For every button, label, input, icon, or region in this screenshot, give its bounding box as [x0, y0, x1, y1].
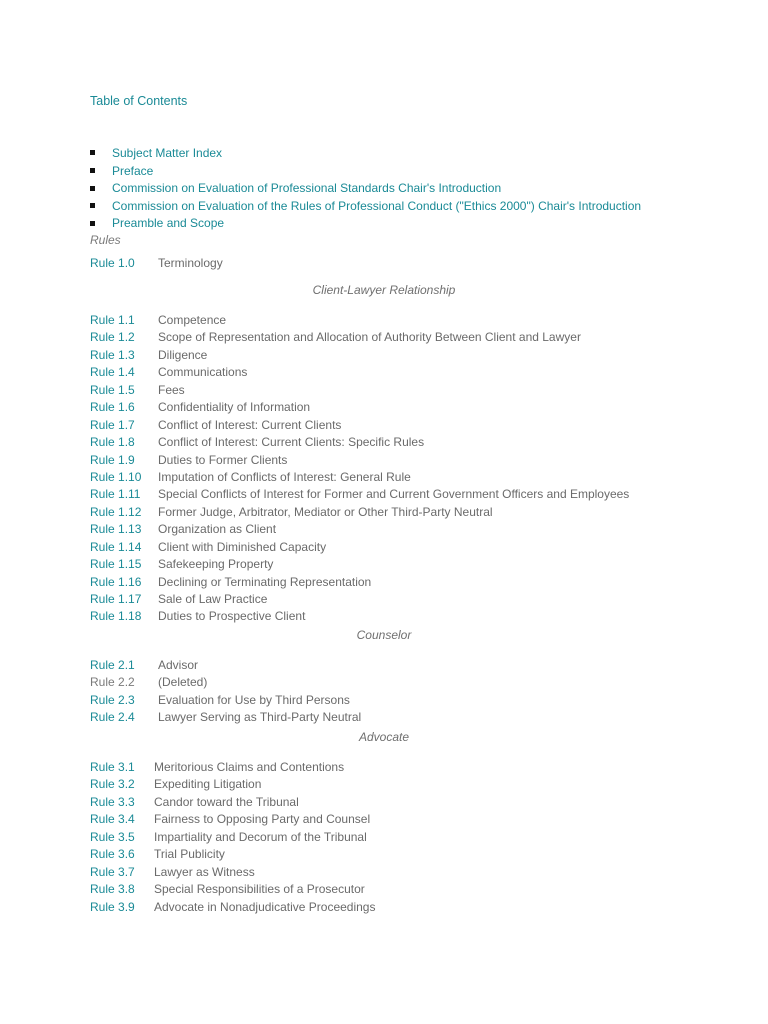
bullet-icon: [90, 168, 95, 173]
rules-label: Rules: [90, 233, 121, 247]
rule-title: Declining or Terminating Representation: [158, 574, 372, 589]
rule-title: Fees: [158, 382, 185, 397]
section-client-lawyer: [0, 281, 768, 626]
list-item: [90, 198, 641, 216]
rule-title: Conflict of Interest: Current Clients: [158, 417, 342, 432]
link-preamble-scope[interactable]: Preamble and Scope: [112, 216, 225, 231]
bullet-icon: [90, 186, 95, 191]
rule-number[interactable]: Rule 1.15: [90, 557, 142, 572]
toc-row: [0, 846, 768, 863]
rule-title: Expediting Litigation: [154, 777, 262, 792]
toc-row: [0, 539, 768, 556]
rule-title: Sale of Law Practice: [158, 592, 268, 606]
rule-title: Lawyer as Witness: [154, 864, 255, 879]
section-advocate: [0, 728, 768, 916]
rule-title: Impartiality and Decorum of the Tribunal: [154, 829, 367, 844]
toc-row: [0, 881, 768, 898]
toc-row: [0, 312, 768, 329]
section-heading: Advocate: [358, 730, 410, 744]
rule-number[interactable]: Rule 1.16: [90, 574, 142, 589]
link-ethics-2000-chair-intro[interactable]: Commission on Evaluation of the Rules of Professional Conduct ("Ethics 2000") Chair's Introduction: [112, 198, 642, 213]
rule-number[interactable]: Rule 1.11: [90, 487, 141, 502]
rule-title: Advocate in Nonadjudicative Proceedings: [154, 899, 376, 914]
toc-row: [0, 864, 768, 881]
toc-row: [0, 434, 768, 451]
rule-title: Confidentiality of Information: [158, 400, 311, 415]
toc-row: [0, 591, 768, 608]
rule-number[interactable]: Rule 3.6: [90, 847, 135, 862]
rule-title: Former Judge, Arbitrator, Mediator or Other Third-Party Neutral: [158, 504, 493, 519]
rule-title: Competence: [158, 313, 227, 327]
rule-title: Trial Publicity: [154, 847, 225, 862]
rule-number[interactable]: Rule 1.8: [90, 435, 135, 450]
rule-title: Diligence: [158, 347, 208, 362]
rule-number[interactable]: Rule 1.9: [90, 452, 135, 467]
rule-title: Special Responsibilities of a Prosecutor: [154, 882, 365, 897]
toc-row: [0, 255, 768, 272]
rule-number[interactable]: Rule 1.18: [90, 609, 142, 624]
rule-title: Fairness to Opposing Party and Counsel: [154, 812, 371, 827]
rule-title: Client with Diminished Capacity: [158, 539, 327, 554]
rule-title: Special Conflicts of Interest for Former and Current Government Officers and Employees: [158, 487, 630, 502]
rule-number[interactable]: Rule 1.0: [90, 256, 135, 270]
toc-row: [0, 399, 768, 416]
rule-title: Safekeeping Property: [158, 557, 274, 572]
toc-row: [0, 504, 768, 521]
toc-row: [0, 329, 768, 346]
rule-number[interactable]: Rule 3.5: [90, 829, 135, 844]
rule-number[interactable]: Rule 1.13: [90, 522, 142, 537]
rule-title: Organization as Client: [158, 522, 277, 537]
rule-number[interactable]: Rule 2.1: [90, 658, 135, 672]
rule-number[interactable]: Rule 1.6: [90, 400, 135, 415]
toc-row: [0, 794, 768, 811]
toc-row: [0, 829, 768, 846]
rule-title: Evaluation for Use by Third Persons: [158, 692, 350, 707]
toc-row: [0, 759, 768, 776]
toc-row: [0, 674, 768, 691]
toc-row: [0, 452, 768, 469]
rule-number[interactable]: Rule 1.4: [90, 365, 135, 380]
list-item: [90, 180, 641, 198]
toc-row: [0, 709, 768, 726]
rule-number[interactable]: Rule 1.3: [90, 347, 135, 362]
toc-row: [0, 692, 768, 709]
section-heading: Counselor: [356, 628, 412, 642]
rule-number[interactable]: Rule 3.7: [90, 864, 135, 879]
list-item: [90, 163, 641, 181]
toc-row: [0, 776, 768, 793]
toc-row: [0, 811, 768, 828]
section-counselor: [0, 626, 768, 727]
toc-title: Table of Contents: [90, 94, 188, 108]
rule-number[interactable]: Rule 2.3: [90, 692, 135, 707]
list-item: [90, 145, 641, 163]
rule-number[interactable]: Rule 1.12: [90, 504, 142, 519]
rule-number[interactable]: Rule 3.8: [90, 882, 135, 897]
rule-number[interactable]: Rule 3.9: [90, 899, 135, 914]
bullet-icon: [90, 203, 95, 208]
toc-row: [0, 364, 768, 381]
link-preface[interactable]: Preface: [112, 163, 154, 178]
bullet-icon: [90, 150, 95, 155]
rule-title: Terminology: [158, 256, 223, 270]
toc-row: [0, 574, 768, 591]
rule-title: Conflict of Interest: Current Clients: Specific Rules: [158, 435, 425, 450]
rule-number[interactable]: Rule 1.17: [90, 592, 142, 606]
rule-number[interactable]: Rule 3.1: [90, 760, 135, 774]
toc-row: [0, 657, 768, 674]
toc-row: [0, 382, 768, 399]
rule-title: Candor toward the Tribunal: [154, 794, 299, 809]
section-heading: Client-Lawyer Relationship: [312, 283, 456, 297]
toc-row: [0, 486, 768, 503]
rule-number[interactable]: Rule 3.2: [90, 777, 135, 792]
rule-number[interactable]: Rule 1.10: [90, 469, 142, 484]
bullet-icon: [90, 221, 95, 226]
list-item: [90, 215, 641, 233]
rule-title: Advisor: [158, 658, 199, 672]
toc-row: [0, 556, 768, 573]
rule-1-0-section: [0, 255, 768, 272]
rule-number[interactable]: Rule 1.14: [90, 539, 142, 554]
rule-number[interactable]: Rule 1.5: [90, 382, 135, 397]
rule-number[interactable]: Rule 1.7: [90, 417, 135, 432]
rule-title: Scope of Representation and Allocation of Authority Between Client and Lawyer: [158, 330, 581, 345]
front-matter-list: [90, 145, 641, 233]
toc-row: [0, 899, 768, 916]
rule-title: Imputation of Conflicts of Interest: General Rule: [158, 469, 411, 484]
rule-title: (Deleted): [158, 675, 208, 690]
rule-title: Duties to Former Clients: [158, 452, 288, 467]
rule-number[interactable]: Rule 1.2: [90, 330, 135, 345]
rule-title: Duties to Prospective Client: [158, 609, 306, 624]
rule-number[interactable]: Rule 1.1: [90, 313, 135, 327]
rule-title: Lawyer Serving as Third-Party Neutral: [158, 710, 362, 725]
toc-row: [0, 521, 768, 538]
link-standards-chair-intro[interactable]: Commission on Evaluation of Professional Standards Chair's Introduction: [112, 181, 502, 196]
rule-number: Rule 2.2: [90, 675, 135, 690]
toc-row: [0, 417, 768, 434]
toc-row: [0, 608, 768, 625]
rule-number[interactable]: Rule 3.4: [90, 812, 135, 827]
rule-number[interactable]: Rule 3.3: [90, 794, 135, 809]
rule-title: Meritorious Claims and Contentions: [154, 760, 345, 774]
rule-number[interactable]: Rule 2.4: [90, 710, 135, 725]
toc-row: [0, 469, 768, 486]
rule-title: Communications: [158, 365, 248, 380]
link-subject-matter-index[interactable]: Subject Matter Index: [112, 146, 223, 160]
toc-row: [0, 347, 768, 364]
